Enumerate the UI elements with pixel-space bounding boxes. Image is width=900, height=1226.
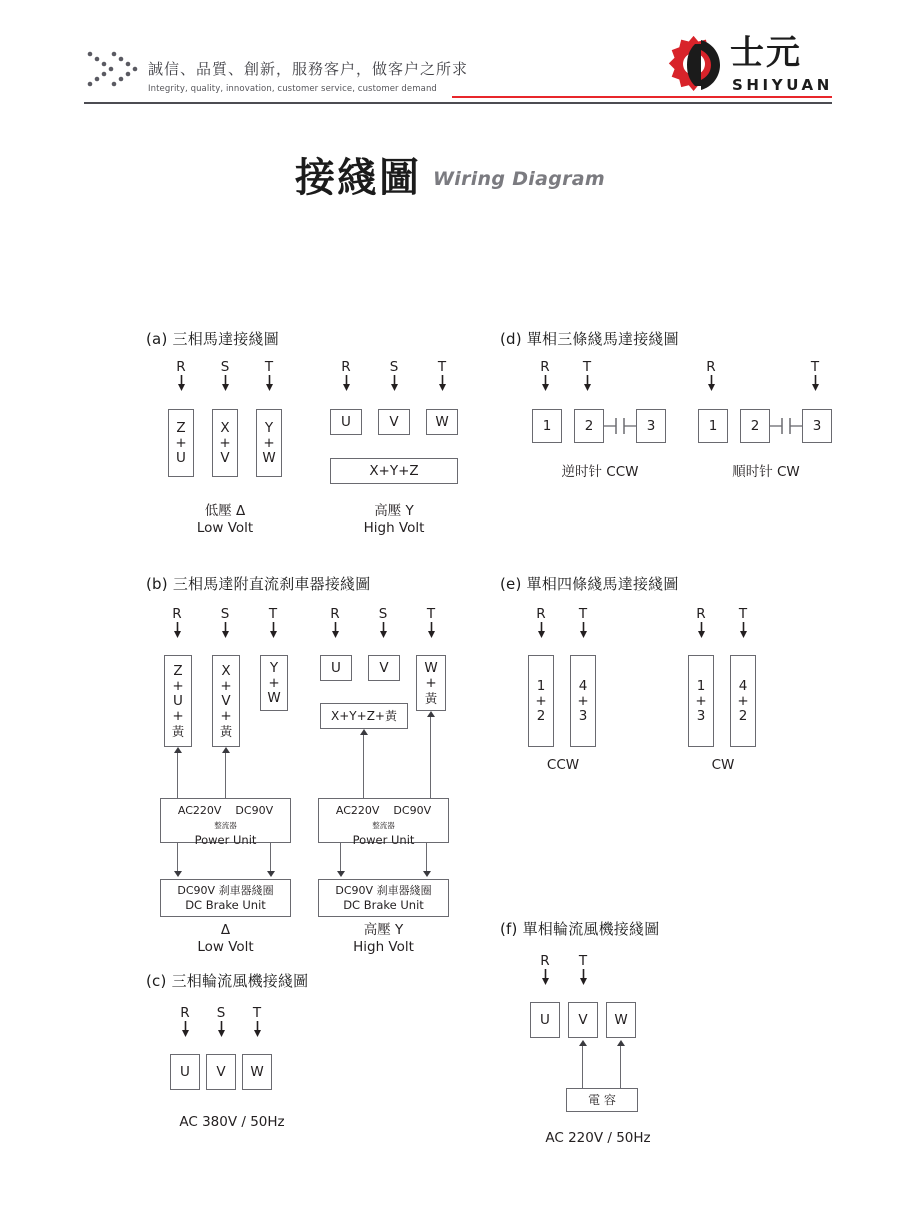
wire <box>620 1046 621 1088</box>
section-d-title <box>500 328 679 349</box>
section-a-high-volt-caption: 高壓 Y High Volt <box>363 503 425 536</box>
section-d <box>500 328 822 480</box>
terminal-r: R <box>684 607 718 642</box>
brake-unit-box: DC90V 刹車器綫圈 DC Brake Unit <box>160 879 291 917</box>
arrow-down-icon <box>217 1021 226 1037</box>
winding-box: 4 + 2 <box>730 655 756 747</box>
double-chevron-dotted-icon <box>84 48 150 92</box>
arrow-down-icon <box>427 622 436 638</box>
terminal-r: R <box>164 360 198 395</box>
arrow-down-icon <box>423 871 431 877</box>
terminal-r: R <box>168 1006 202 1041</box>
terminal-r: R <box>528 954 562 989</box>
arrow-down-icon <box>253 1021 262 1037</box>
arrow-down-icon <box>438 375 447 391</box>
power-unit-box: AC220V DC90V 整流器 Power Unit <box>160 798 291 843</box>
winding-box: Y + W <box>256 409 282 477</box>
section-e-cw-diagram <box>682 607 832 777</box>
terminal-r: R <box>328 360 364 395</box>
arrow-down-icon <box>174 871 182 877</box>
arrow-down-icon <box>173 622 182 638</box>
arrow-down-icon <box>390 375 399 391</box>
page-header <box>0 0 900 112</box>
winding-box: Z + U + 黃 <box>164 655 192 747</box>
arrow-down-icon <box>267 871 275 877</box>
section-b-high-volt-caption: 高壓 Y High Volt <box>353 922 414 955</box>
terminal-t: T <box>414 607 448 642</box>
section-e-cw-caption: CW <box>711 757 735 773</box>
arrow-up-icon <box>427 711 435 717</box>
common-node-box: X+Y+Z <box>330 458 458 484</box>
section-c-caption: AC 380V / 50Hz <box>179 1114 285 1130</box>
company-logo <box>668 33 833 98</box>
winding-box: 1 <box>698 409 728 443</box>
terminal-r: R <box>318 607 352 642</box>
terminal-t: T <box>252 360 286 395</box>
terminal-s: S <box>366 607 400 642</box>
arrow-down-icon <box>265 375 274 391</box>
terminal-t: T <box>256 607 290 642</box>
logo-text-en: SHIYUAN <box>732 76 833 94</box>
arrow-up-icon <box>617 1040 625 1046</box>
wire <box>177 753 178 798</box>
arrow-down-icon <box>697 622 706 638</box>
winding-box: U <box>530 1002 560 1038</box>
header-rule-dark <box>84 102 832 104</box>
section-b-index: (b) <box>146 575 168 593</box>
section-d-cw-diagram <box>686 360 846 490</box>
arrow-down-icon <box>811 375 820 391</box>
section-d-ccw-caption: 逆时针 CCW <box>561 464 639 480</box>
winding-box: W <box>426 409 458 435</box>
terminal-t: T <box>566 954 600 989</box>
winding-box: W <box>606 1002 636 1038</box>
winding-box: V <box>368 655 400 681</box>
arrow-up-icon <box>174 747 182 753</box>
section-d-cw-caption: 順时针 CW <box>732 464 800 480</box>
logo-text-cn: 士元 <box>730 33 802 73</box>
section-a <box>146 328 449 536</box>
section-f-label: 單相輪流風機接綫圖 <box>522 920 660 938</box>
winding-box: 1 + 3 <box>688 655 714 747</box>
terminal-s: S <box>208 607 242 642</box>
arrow-down-icon <box>181 1021 190 1037</box>
arrow-up-icon <box>579 1040 587 1046</box>
terminal-t: T <box>798 360 832 395</box>
section-e <box>500 573 749 773</box>
section-b-low-volt-diagram <box>160 606 300 955</box>
terminal-r: R <box>694 360 728 395</box>
section-c-diagram <box>166 1006 326 1146</box>
winding-box: Y + W <box>260 655 288 711</box>
header-rule-red <box>452 96 832 98</box>
section-f <box>500 918 660 1146</box>
winding-box: 2 <box>740 409 770 443</box>
arrow-down-icon <box>541 375 550 391</box>
section-e-index: (e) <box>500 575 522 593</box>
winding-box: 1 <box>532 409 562 443</box>
section-e-ccw-caption: CCW <box>546 757 580 773</box>
capacitor-icon <box>604 409 636 447</box>
section-e-ccw-diagram <box>522 607 672 777</box>
terminal-t: T <box>726 607 760 642</box>
arrow-down-icon <box>337 871 345 877</box>
terminal-t: T <box>566 607 600 642</box>
winding-box: 4 + 3 <box>570 655 596 747</box>
header-slogan-en: Integrity, quality, innovation, customer service, customer demand <box>148 84 437 94</box>
arrow-down-icon <box>537 622 546 638</box>
arrow-down-icon <box>541 969 550 985</box>
section-d-ccw-diagram <box>520 360 680 490</box>
arrow-up-icon <box>360 729 368 735</box>
power-unit-box: AC220V DC90V 整流器 Power Unit <box>318 798 449 843</box>
arrow-down-icon <box>379 622 388 638</box>
section-a-label: 三相馬達接綫圖 <box>172 330 279 348</box>
wire <box>430 717 431 798</box>
arrow-down-icon <box>331 622 340 638</box>
common-node-box: X+Y+Z+黃 <box>320 703 408 729</box>
terminal-t: T <box>240 1006 274 1041</box>
capacitor-box: 電 容 <box>566 1088 638 1112</box>
capacitor-icon <box>770 409 802 447</box>
wire <box>225 753 226 798</box>
section-e-title <box>500 573 679 594</box>
winding-box: V <box>568 1002 598 1038</box>
terminal-r: R <box>160 607 194 642</box>
terminal-s: S <box>376 360 412 395</box>
wire <box>582 1046 583 1088</box>
section-e-label: 單相四條綫馬達接綫圖 <box>526 575 679 593</box>
section-a-index: (a) <box>146 330 168 348</box>
section-a-low-volt-caption: 低壓 Δ Low Volt <box>196 503 254 536</box>
arrow-down-icon <box>579 969 588 985</box>
wire <box>426 843 427 873</box>
page-title-en: Wiring Diagram <box>433 168 605 190</box>
arrow-down-icon <box>221 375 230 391</box>
section-a-title <box>146 328 279 349</box>
terminal-r: R <box>528 360 562 395</box>
winding-box: U <box>320 655 352 681</box>
winding-box: X + V + 黃 <box>212 655 240 747</box>
section-d-index: (d) <box>500 330 522 348</box>
arrow-down-icon <box>583 375 592 391</box>
winding-box: 1 + 2 <box>528 655 554 747</box>
terminal-s: S <box>208 360 242 395</box>
winding-box: X + V <box>212 409 238 477</box>
section-b-low-volt-caption: Δ Low Volt <box>197 922 254 955</box>
wire <box>340 843 341 873</box>
section-b-title <box>146 573 370 594</box>
section-f-diagram <box>526 953 706 1146</box>
page-title <box>0 146 900 203</box>
terminal-r: R <box>524 607 558 642</box>
section-d-label: 單相三條綫馬達接綫圖 <box>526 330 679 348</box>
section-b-label: 三相馬達附直流刹車器接綫圖 <box>172 575 371 593</box>
arrow-down-icon <box>177 375 186 391</box>
arrow-down-icon <box>707 375 716 391</box>
winding-box: W + 黃 <box>416 655 446 711</box>
section-f-index: (f) <box>500 920 518 938</box>
section-c <box>146 970 309 1130</box>
winding-box: U <box>170 1054 200 1090</box>
section-c-label: 三相輪流風機接綫圖 <box>171 972 309 990</box>
wire <box>177 843 178 873</box>
winding-box: U <box>330 409 362 435</box>
arrow-up-icon <box>222 747 230 753</box>
section-f-caption: AC 220V / 50Hz <box>545 1130 651 1146</box>
winding-box: 3 <box>802 409 832 443</box>
winding-box: Z + U <box>168 409 194 477</box>
terminal-t: T <box>424 360 460 395</box>
section-c-index: (c) <box>146 972 167 990</box>
arrow-down-icon <box>579 622 588 638</box>
section-b-high-volt-diagram <box>318 606 458 955</box>
section-a-high-volt-diagram <box>328 360 468 540</box>
page-title-cn: 接綫圖 <box>295 155 421 201</box>
terminal-t: T <box>570 360 604 395</box>
arrow-down-icon <box>221 622 230 638</box>
section-a-low-volt-diagram <box>164 360 294 540</box>
gear-logo-icon <box>668 36 726 98</box>
header-slogan-cn: 誠信、品質、創新，服務客户，做客户之所求 <box>148 60 469 78</box>
winding-box: 3 <box>636 409 666 443</box>
arrow-down-icon <box>342 375 351 391</box>
section-f-title <box>500 918 659 939</box>
section-c-title <box>146 970 308 991</box>
winding-box: V <box>378 409 410 435</box>
terminal-s: S <box>204 1006 238 1041</box>
section-b <box>146 573 438 955</box>
wire <box>270 843 271 873</box>
wire <box>363 735 364 798</box>
winding-box: W <box>242 1054 272 1090</box>
arrow-down-icon <box>269 622 278 638</box>
brake-unit-box: DC90V 刹車器綫圈 DC Brake Unit <box>318 879 449 917</box>
winding-box: V <box>206 1054 236 1090</box>
arrow-down-icon <box>739 622 748 638</box>
winding-box: 2 <box>574 409 604 443</box>
